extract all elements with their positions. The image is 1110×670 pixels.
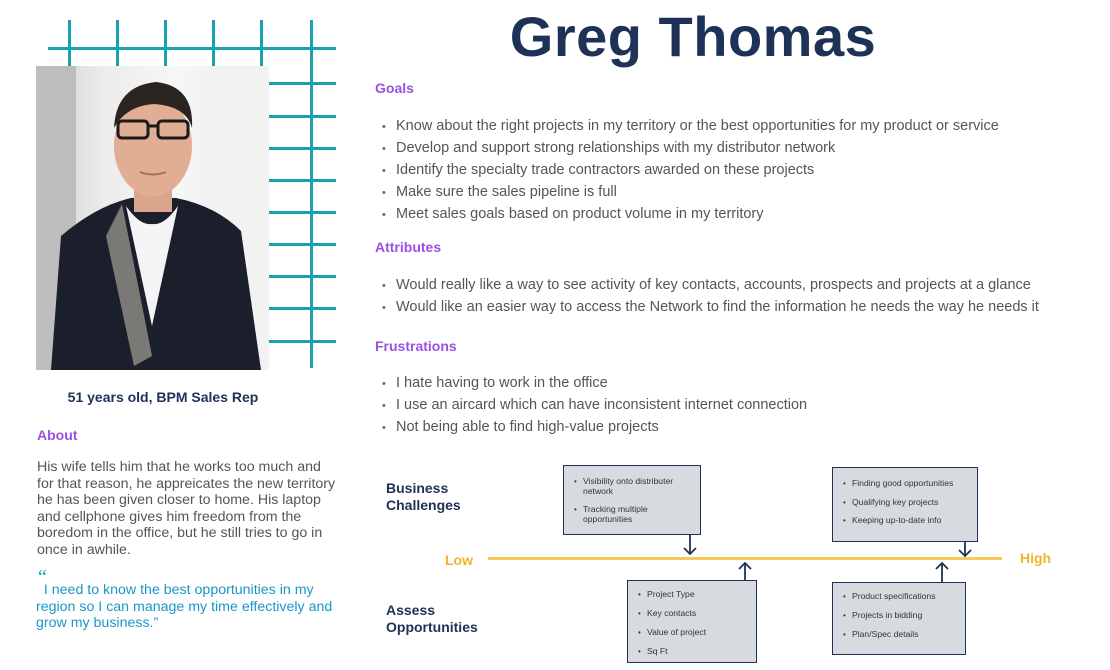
scale-low-label: Low: [445, 552, 473, 568]
persona-name: Greg Thomas: [509, 5, 877, 68]
grid-line: [268, 275, 336, 278]
frustrations-title: Frustrations: [375, 338, 457, 354]
grid-line: [48, 47, 336, 50]
attributes-list: [382, 274, 1039, 318]
scale-axis: [488, 557, 1002, 560]
box-item: • Sq Ft: [636, 647, 748, 657]
box-item: • Projects in bidding: [841, 611, 957, 621]
goal-item: • Meet sales goals based on product volume in my territory: [382, 203, 999, 225]
arrow-down-icon: [682, 535, 698, 557]
goal-item: • Develop and support strong relationships with my distributor network: [382, 137, 999, 159]
challenge-box-high: [832, 467, 978, 542]
frustration-item: • Not being able to find high-value projects: [382, 416, 807, 438]
box-item: • Plan/Spec details: [841, 630, 957, 640]
grid-line: [310, 20, 313, 368]
attribute-item: • Would like an easier way to access the Network to find the information he needs the way he needs it: [382, 296, 1039, 318]
box-item: • Key contacts: [636, 609, 748, 619]
goal-item: • Make sure the sales pipeline is full: [382, 181, 999, 203]
challenge-box-low: [563, 465, 701, 535]
quote-mark: “: [36, 566, 48, 588]
box-item: • Visibility onto distributer network: [572, 477, 692, 496]
arrow-up-icon: [737, 561, 753, 580]
box-item: • Finding good opportunities: [841, 479, 969, 489]
attribute-item: • Would really like a way to see activity of key contacts, accounts, prospects and projects at a glance: [382, 274, 1039, 296]
persona-quote-text: I need to know the best opportunities in my region so I can manage my time effectively and grow my business.”: [36, 582, 333, 632]
arrow-down-icon: [957, 542, 973, 558]
about-text: His wife tells him that he works too much and for that reason, he appreicates the new territory he has been given closer to home. His laptop and cellphone gives him freedom from the boredom in the office, but he still tries to go in once in awhile.: [37, 459, 336, 558]
opportunity-box-low: [627, 580, 757, 663]
frustration-item: • I hate having to work in the office: [382, 372, 807, 394]
grid-line: [268, 147, 336, 150]
box-item: • Tracking multiple opportunities: [572, 505, 692, 524]
frustrations-list: [382, 372, 807, 438]
arrow-up-icon: [934, 561, 950, 582]
persona-quote: [36, 582, 346, 632]
scale-high-label: High: [1020, 550, 1052, 566]
grid-line: [268, 340, 336, 343]
grid-line: [268, 211, 336, 214]
grid-line: [268, 115, 336, 118]
goals-title: Goals: [375, 80, 414, 96]
box-item: • Keeping up-to-date info: [841, 516, 969, 526]
attributes-title: Attributes: [375, 239, 442, 255]
opportunity-box-high: [832, 582, 966, 655]
goal-item: • Know about the right projects in my territory or the best opportunities for my product or service: [382, 115, 999, 137]
business-challenges-label: Business Challenges: [386, 480, 461, 513]
persona-photo: [36, 66, 269, 370]
grid-line: [268, 179, 336, 182]
box-item: • Project Type: [636, 590, 748, 600]
persona-age-role: 51 years old, BPM Sales Rep: [67, 389, 259, 405]
about-title: About: [37, 427, 78, 443]
grid-line: [268, 243, 336, 246]
box-item: • Product specifications: [841, 592, 957, 602]
goals-list: [382, 115, 999, 225]
assess-opportunities-label: Assess Opportunities: [386, 602, 478, 635]
box-item: • Value of project: [636, 628, 748, 638]
goal-item: • Identify the specialty trade contractors awarded on these projects: [382, 159, 999, 181]
grid-line: [268, 307, 336, 310]
frustration-item: • I use an aircard which can have inconsistent internet connection: [382, 394, 807, 416]
box-item: • Qualifying key projects: [841, 498, 969, 508]
grid-line: [268, 82, 336, 85]
